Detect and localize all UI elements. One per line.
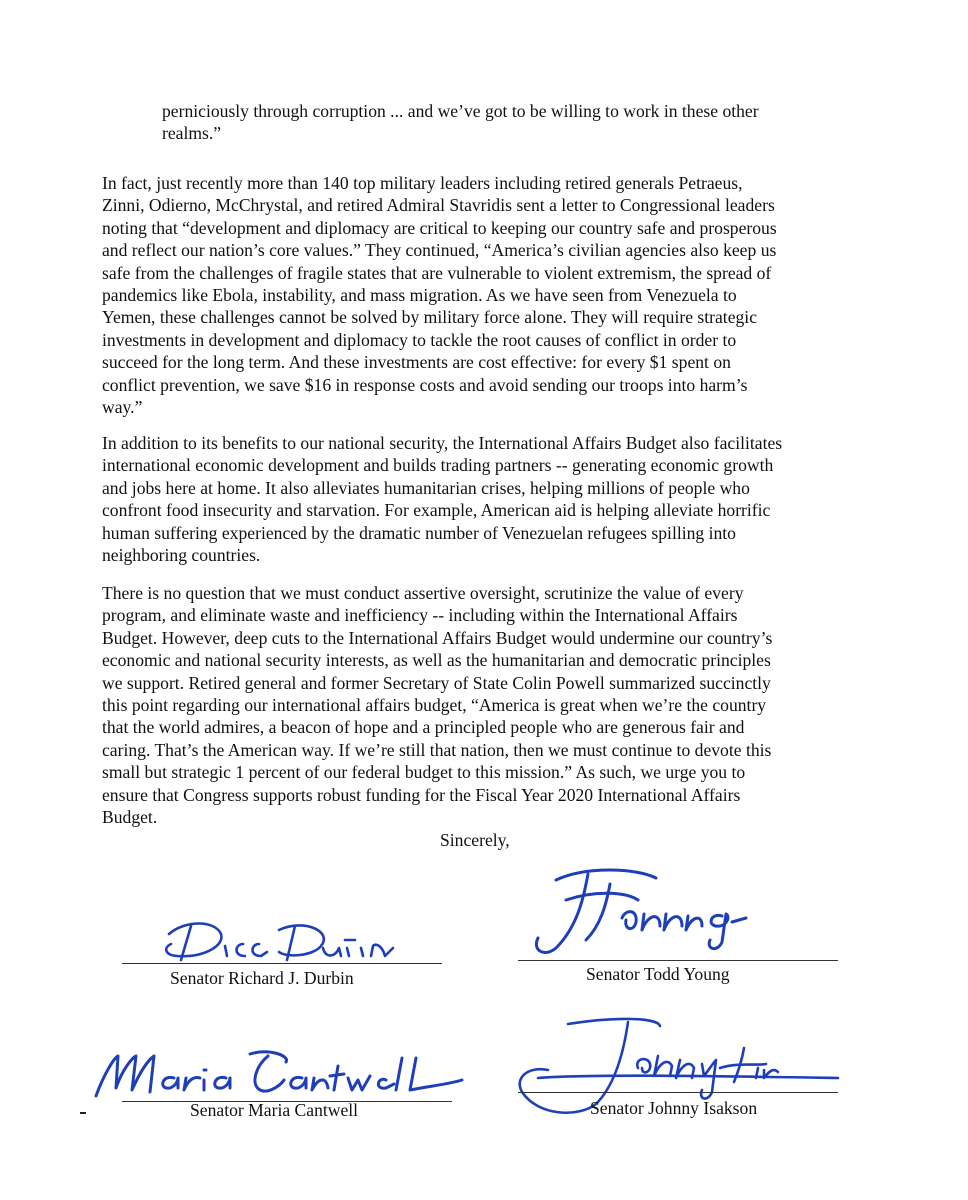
isakson-signature-line xyxy=(518,1092,838,1093)
young-signature xyxy=(526,856,766,966)
cantwell-name: Senator Maria Cantwell xyxy=(190,1100,359,1120)
durbin-signature-line xyxy=(122,963,442,964)
durbin-signature xyxy=(155,912,405,967)
cantwell-signature xyxy=(90,1044,470,1106)
paragraph-military-leaders: In fact, just recently more than 140 top military leaders including retired generals Petraeus, Zinni, Odierno, McChrystal, and retired Admiral Stavridis sent a letter to Congressional leaders noting that “development and diplomacy are critical to keeping our country safe and prosperous and reflect our nation’s core values.” They continued, “America’s civilian agencies also keep us safe from the challenges of fragile states that are vulnerable to violent extremism, the spread of pandemics like Ebola, instability, and mass migration. As we have seen from Venezuela to Yemen, these challenges cannot be solved by military force alone. They will require strategic investments in development and diplomacy to tackle the root causes of conflict in order to succeed for the long term. And these investments are cost effective: for every $1 spent on conflict prevention, we save $16 in response costs and avoid sending our troops into harm’s way.” xyxy=(102,173,777,418)
paragraph-economic-benefits: In addition to its benefits to our national security, the International Affairs Budget also facilitates international economic development and builds trading partners -- generating economic growth and jobs here at home. It also alleviates humanitarian crises, helping millions of people who confront food insecurity and starvation. For example, American aid is helping alleviate horrific human suffering experienced by the dramatic number of Venezuelan refugees spilling into neighboring countries. xyxy=(102,433,783,566)
young-signature-line xyxy=(518,960,838,961)
isakson-name: Senator Johnny Isakson xyxy=(590,1098,758,1118)
paragraph-oversight: There is no question that we must conduct assertive oversight, scrutinize the value of every program, and eliminate waste and inefficiency -- including within the International Affairs Budget. However, deep cuts to the International Affairs Budget would undermine our country’s economic and national security interests, as well as the humanitarian and democratic principles we support. Retired general and former Secretary of State Colin Powell summarized succinctly this point regarding our international affairs budget, “America is great when we’re the country that the world admires, a beacon of hope and a principled people who are generous fair and caring. That’s the American way. If we’re still that nation, then we must continue to devote this small but strategic 1 percent of our federal budget to this mission.” As such, we urge you to ensure that Congress supports robust funding for the Fiscal Year 2020 International Affairs Budget. xyxy=(102,583,773,828)
closing-salutation: Sincerely, xyxy=(440,830,510,850)
young-name: Senator Todd Young xyxy=(586,964,730,984)
durbin-name: Senator Richard J. Durbin xyxy=(170,968,354,988)
scan-artifact-mark xyxy=(80,1112,86,1114)
quote-continuation: perniciously through corruption ... and we’ve got to be willing to work in these other realms.” xyxy=(162,101,759,144)
